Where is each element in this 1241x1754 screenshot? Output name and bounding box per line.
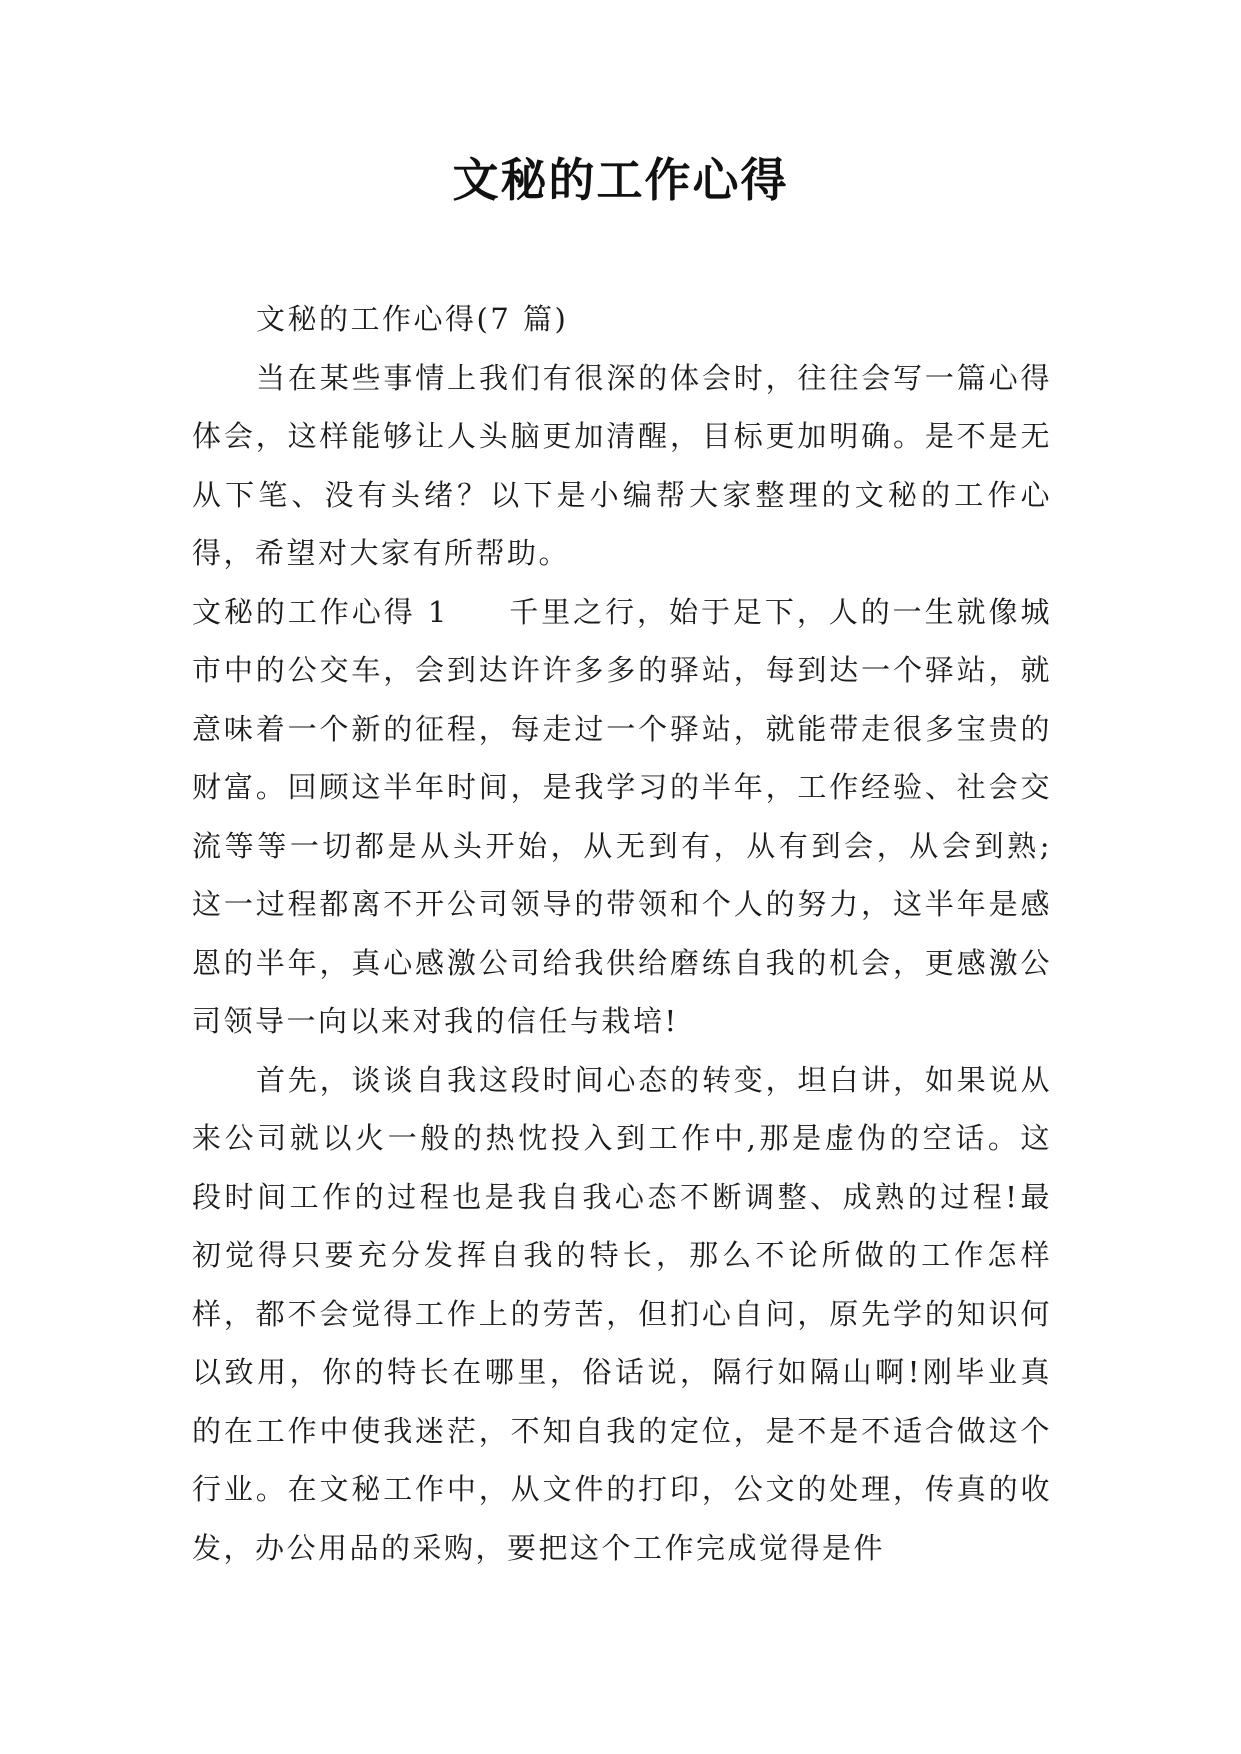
section-1-paragraph (192, 583, 1052, 1051)
document-title: 文秘的工作心得 (452, 153, 789, 207)
intro-paragraph: 当在某些事情上我们有很深的体会时，往往会写一篇心得体会，这样能够让人头脑更加清醒，目标更加明确。是不是无从下笔、没有头绪？以下是小编帮大家整理的文秘的工作心得，希望对大家有所帮助。 (192, 360, 1052, 570)
section-1-heading: 文秘的工作心得 1 (192, 594, 449, 629)
section-1-paragraph-2: 首先，谈谈自我这段时间心态的转变，坦白讲，如果说从来公司就以火一般的热忱投入到工作中,那是虚伪的空话。这段时间工作的过程也是我自我心态不断调整、成熟的过程!最初觉得只要充分发挥自我的特长，那么不论所做的工作怎样样，都不会觉得工作上的劳苦，但扪心自问，原先学的知识何以致用，你的特长在哪里，俗话说，隔行如隔山啊!刚毕业真的在工作中使我迷茫，不知自我的定位，是不是不适合做这个行业。在文秘工作中，从文件的打印，公文的处理，传真的收发，办公用品的采购，要把这个工作完成觉得是件 (192, 1062, 1052, 1565)
document-subtitle: 文秘的工作心得(7 篇) (256, 302, 569, 336)
document-body (192, 290, 1052, 1577)
section-1-body-text: 千里之行，始于足下，人的一生就像城市中的公交车，会到达许许多多的驿站，每到达一个驿站，就意味着一个新的征程，每走过一个驿站，就能带走很多宝贵的财富。回顾这半年时间，是我学习的半年，工作经验、社会交流等等一切都是从头开始，从无到有，从有到会，从会到熟;这一过程都离不开公司领导的带领和个人的努力，这半年是感恩的半年，真心感激公司给我供给磨练自我的机会，更感激公司领导一向以来对我的信任与栽培! (192, 594, 1052, 1038)
